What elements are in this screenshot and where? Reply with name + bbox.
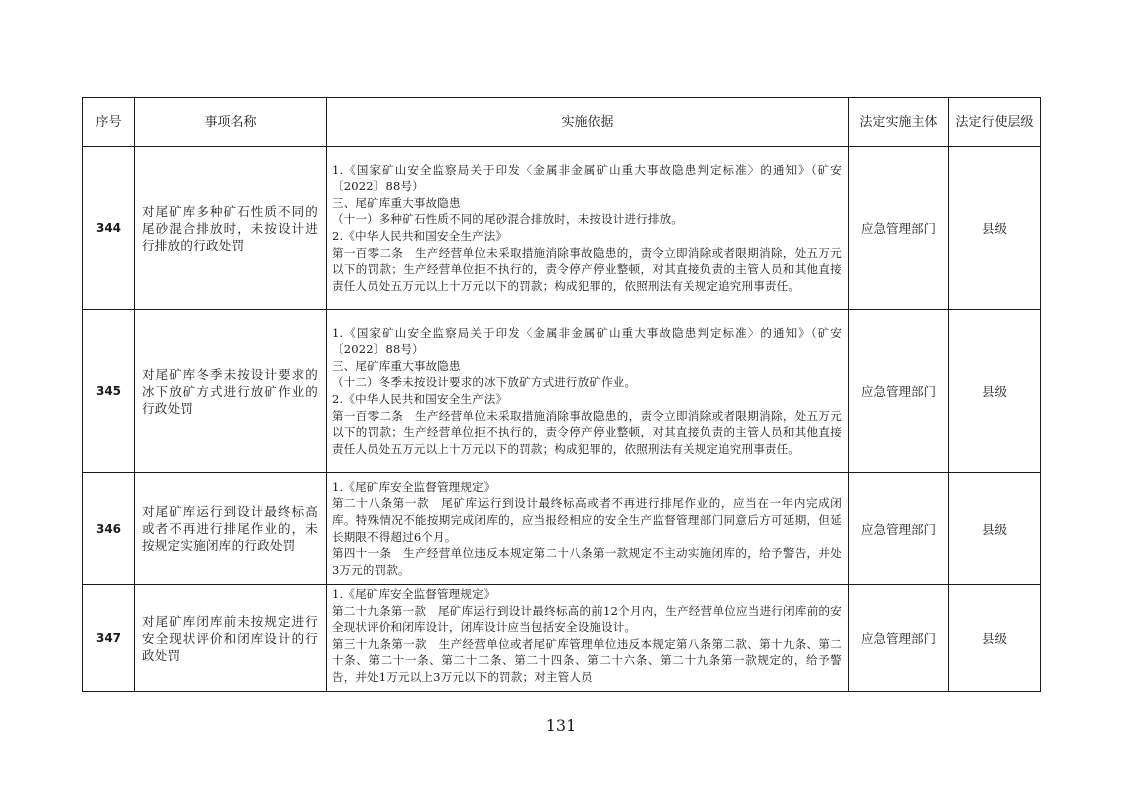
basis-line: 三、尾矿库重大事故隐患 bbox=[332, 358, 461, 373]
basis-line: 第一百零二条 生产经营单位未采取措施消除事故隐患的，责令立即消除或者限期消除，处五万元以下的罚款；生产经营单位拒不执行的，责令停产停业整顿，对其直接负责的主管人员和其他直接责任人员处五万元以上十万元以下的罚款；构成犯罪的，依照刑法有关规定追究刑事责任。 bbox=[332, 408, 842, 456]
basis-line: 第二十八条第一款 尾矿库运行到设计最终标高或者不再进行排尾作业的，应当在一年内完成闭库。特殊情况不能按期完成闭库的，应当报经相应的安全生产监督管理部门同意后方可延期，但延长期限不得超过6个月。 bbox=[332, 496, 842, 544]
legal-basis bbox=[327, 310, 849, 473]
legal-basis bbox=[327, 147, 849, 310]
enforcement-level: 县级 bbox=[949, 473, 1041, 585]
enforcement-subject: 应急管理部门 bbox=[849, 585, 949, 692]
enforcement-level: 县级 bbox=[949, 310, 1041, 473]
enforcement-subject: 应急管理部门 bbox=[849, 147, 949, 310]
header-basis: 实施依据 bbox=[327, 98, 849, 147]
basis-line: 第四十一条 生产经营单位违反本规定第二十八条第一款规定不主动实施闭库的，给予警告，并处3万元的罚款。 bbox=[332, 546, 842, 577]
basis-line: 1.《国家矿山安全监察局关于印发〈金属非金属矿山重大事故隐患判定标准〉的通知》（矿安〔2022〕88号） bbox=[332, 162, 842, 194]
table-header-row bbox=[83, 98, 1041, 147]
row-number: 344 bbox=[83, 147, 135, 310]
header-subject: 法定实施主体 bbox=[849, 98, 949, 147]
header-name: 事项名称 bbox=[135, 98, 327, 147]
header-no: 序号 bbox=[83, 98, 135, 147]
basis-line: （十一）多种矿石性质不同的尾砂混合排放时，未按设计进行排放。 bbox=[332, 212, 683, 227]
table-row bbox=[83, 473, 1041, 585]
basis-clip bbox=[332, 586, 842, 690]
enforcement-level: 县级 bbox=[949, 585, 1041, 692]
page-number: 131 bbox=[545, 716, 577, 735]
enforcement-items-table bbox=[82, 97, 1041, 692]
basis-line: 第三十九条第一款 生产经营单位或者尾矿库管理单位违反本规定第八条第二款、第十九条、第二十条、第二十一条、第二十二条、第二十四条、第二十六条、第二十九条第一款规定的，给予警告，并处1万元以上3万元以下的罚款；对主管人员 bbox=[332, 636, 842, 684]
enforcement-level: 县级 bbox=[949, 147, 1041, 310]
header-level: 法定行使层级 bbox=[949, 98, 1041, 147]
basis-line: 三、尾矿库重大事故隐患 bbox=[332, 195, 461, 210]
table-row bbox=[83, 147, 1041, 310]
basis-line: 1.《尾矿库安全监督管理规定》 bbox=[332, 587, 496, 601]
enforcement-subject: 应急管理部门 bbox=[849, 473, 949, 585]
enforcement-subject: 应急管理部门 bbox=[849, 310, 949, 473]
table-row bbox=[83, 585, 1041, 692]
row-number: 346 bbox=[83, 473, 135, 585]
basis-line: 1.《尾矿库安全监督管理规定》 bbox=[332, 479, 496, 494]
basis-line: 第二十九条第一款 尾矿库运行到设计最终标高的前12个月内，生产经营单位应当进行闭库前的安全现状评价和闭库设计，闭库设计应当包括安全设施设计。 bbox=[332, 603, 842, 635]
item-name: 对尾矿库冬季未按设计要求的冰下放矿方式进行放矿作业的行政处罚 bbox=[135, 310, 327, 473]
row-number: 347 bbox=[83, 585, 135, 692]
basis-line: 2.《中华人民共和国安全生产法》 bbox=[332, 229, 508, 243]
legal-basis bbox=[327, 585, 849, 692]
row-number: 345 bbox=[83, 310, 135, 473]
basis-line: （十二）冬季未按设计要求的冰下放矿方式进行放矿作业。 bbox=[332, 375, 637, 390]
item-name: 对尾矿库运行到设计最终标高或者不再进行排尾作业的，未按规定实施闭库的行政处罚 bbox=[135, 473, 327, 585]
item-name: 对尾矿库闭库前未按规定进行安全现状评价和闭库设计的行政处罚 bbox=[135, 585, 327, 692]
item-name: 对尾矿库多种矿石性质不同的尾砂混合排放时，未按设计进行排放的行政处罚 bbox=[135, 147, 327, 310]
basis-line: 2.《中华人民共和国安全生产法》 bbox=[332, 392, 508, 406]
basis-line: 1.《国家矿山安全监察局关于印发〈金属非金属矿山重大事故隐患判定标准〉的通知》（矿安〔2022〕88号） bbox=[332, 325, 842, 357]
legal-basis bbox=[327, 473, 849, 585]
table-row bbox=[83, 310, 1041, 473]
basis-line: 第一百零二条 生产经营单位未采取措施消除事故隐患的，责令立即消除或者限期消除，处五万元以下的罚款；生产经营单位拒不执行的，责令停产停业整顿，对其直接负责的主管人员和其他直接责任人员处五万元以上十万元以下的罚款；构成犯罪的，依照刑法有关规定追究刑事责任。 bbox=[332, 245, 842, 293]
